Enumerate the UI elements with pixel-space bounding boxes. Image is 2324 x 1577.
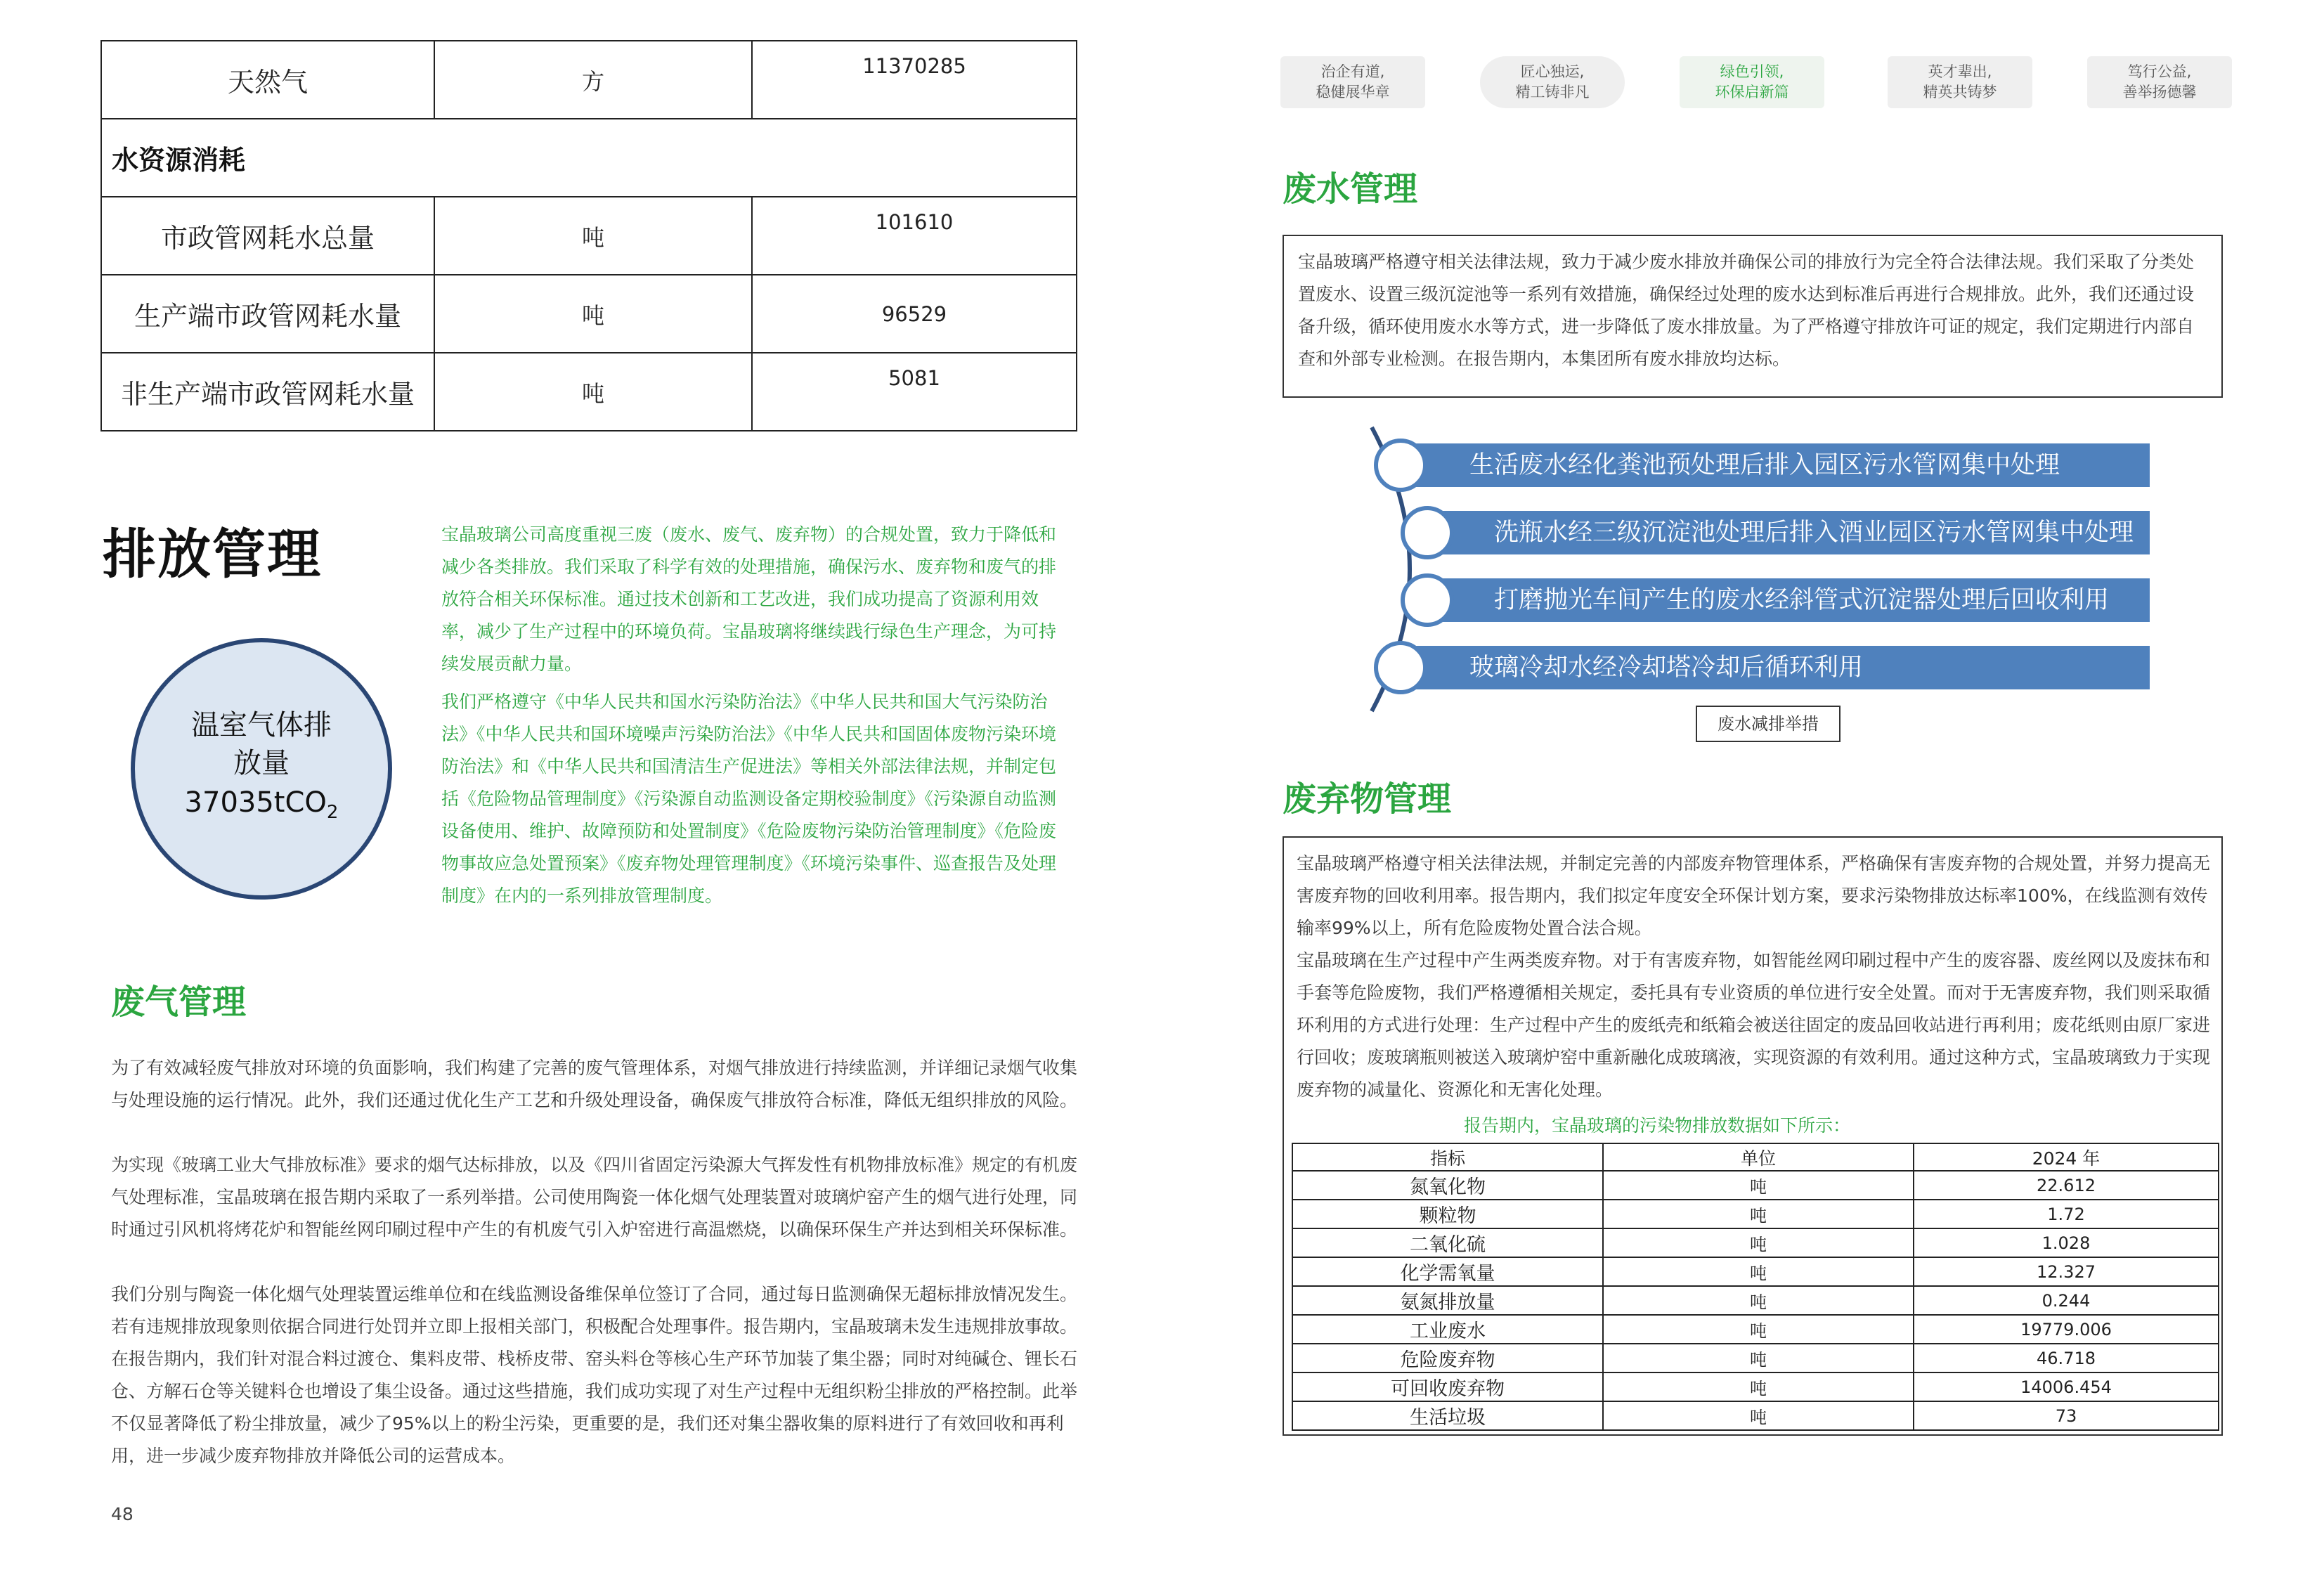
resource-name: 生产端市政管网耗水量 xyxy=(101,275,434,353)
page-number: 48 xyxy=(111,1504,134,1524)
measure-item: 打磨抛光车间产生的废水经斜管式沉淀器处理后回收利用 xyxy=(1427,578,2150,622)
table-row xyxy=(101,353,1077,431)
waste-gas-para-3: 我们分别与陶瓷一体化烟气处理装置运维单位和在线监测设备维保单位签订了合同，通过每日监测确保无超标排放情况发生。若有违规排放现象则依据合同进行处罚并立即上报相关部门，积极配合处理事件。报告期内，宝晶玻璃未发生违规排放事故。在报告期内，我们针对混合料过渡仓、集料皮带、栈桥皮带、窑头料仓等核心生产环节加装了集尘器；同时对纯碱仓、锂长石仓、方解石仓等关键料仓也增设了集尘设备。通过这些措施，我们成功实现了对生产过程中无组织粉尘排放的严格控制。此举不仅显著降低了粉尘排放量，减少了95%以上的粉尘污染，更重要的是，我们还对集尘器收集的原料进行了有效回收和再利用，进一步减少废弃物排放并降低公司的运营成本。 xyxy=(111,1284,1078,1466)
tab-talent[interactable]: 英才辈出, 精英共铸梦 xyxy=(1888,56,2032,108)
table-row: 可回收废弃物 吨 14006.454 xyxy=(1292,1372,2219,1401)
table-header: 指标 单位 2024 年 xyxy=(1292,1143,2219,1171)
pollutant-table-caption: 报告期内，宝晶玻璃的污染物排放数据如下所示： xyxy=(1464,1115,1851,1136)
measure-node xyxy=(1401,573,1454,627)
solid-waste-title: 废弃物管理 xyxy=(1283,779,1452,819)
waste-gas-para-2: 为实现《玻璃工业大气排放标准》要求的烟气达标排放，以及《四川省固定污染源大气挥发性有机物排放标准》规定的有机废气处理标准，宝晶玻璃在报告期内采取了一系列举措。公司使用陶瓷一体化烟气处理装置对玻璃炉窑产生的烟气进行处理，同时通过引风机将烤花炉和智能丝网印刷过程中产生的有机废气引入炉窑进行高温燃烧，以确保环保生产并达到相关环保标准。 xyxy=(111,1155,1078,1240)
table-section-row xyxy=(101,119,1077,197)
resource-consumption-table xyxy=(100,40,1077,431)
tab-charity[interactable]: 笃行公益, 善举扬德馨 xyxy=(2087,56,2232,108)
resource-value: 5081 xyxy=(752,353,1077,431)
wastewater-title: 废水管理 xyxy=(1283,169,1418,209)
resource-unit: 吨 xyxy=(434,197,752,275)
table-row xyxy=(101,197,1077,275)
measure-node xyxy=(1401,506,1454,559)
table-row xyxy=(101,41,1077,119)
resource-unit: 吨 xyxy=(434,353,752,431)
resource-name: 天然气 xyxy=(101,41,434,119)
ghg-value: 37035tCO$_2$ xyxy=(184,786,339,823)
measure-item: 洗瓶水经三级沉淀池处理后排入酒业园区污水管网集中处理 xyxy=(1427,511,2150,554)
wastewater-text: 宝晶玻璃严格遵守相关法律法规，致力于减少废水排放并确保公司的排放行为完全符合法律法规。我们采取了分类处置废水、设置三级沉淀池等一系列有效措施，确保经过处理的废水达到标准后再进行合规排放。此外，我们还通过设备升级，循环使用废水水等方式，进一步降低了废水排放量。为了严格遵守排放许可证的规定，我们定期进行内部自查和外部专业检测。在报告期内，本集团所有废水排放均达标。 xyxy=(1283,235,2223,398)
measure-node xyxy=(1374,641,1427,694)
table-row: 氮氧化物 吨 22.612 xyxy=(1292,1171,2219,1200)
wastewater-caption: 废水减排举措 xyxy=(1696,706,1841,742)
tab-green[interactable]: 绿色引领, 环保启新篇 xyxy=(1680,56,1824,108)
waste-gas-para-1: 为了有效减轻废气排放对环境的负面影响，我们构建了完善的废气管理体系，对烟气排放进行持续监测，并详细记录烟气收集与处理设施的运行情况。此外，我们还通过优化生产工艺和升级处理设备，确保废气排放符合标准，降低无组织排放的风险。 xyxy=(111,1058,1078,1110)
tab-craftsmanship[interactable]: 匠心独运, 精工铸非凡 xyxy=(1480,56,1625,108)
table-row: 氨氮排放量 吨 0.244 xyxy=(1292,1286,2219,1315)
solid-waste-para-1: 宝晶玻璃严格遵守相关法律法规，并制定完善的内部废弃物管理体系，严格确保有害废弃物的合规处置，并努力提高无害废弃物的回收利用率。报告期内，我们拟定年度安全环保计划方案，要求污染物排放达标率100%，在线监测有效传输率99%以上，所有危险废物处置合法合规。 xyxy=(1297,853,2211,938)
solid-waste-para-2: 宝晶玻璃在生产过程中产生两类废弃物。对于有害废弃物，如智能丝网印刷过程中产生的废容器、废丝网以及废抹布和手套等危险废物，我们严格遵循相关规定，委托具有专业资质的单位进行安全处置。而对于无害废弃物，我们则采取循环利用的方式进行处理：生产过程中产生的废纸壳和纸箱会被送往固定的废品回收站进行再利用；废花纸则由原厂家进行回收；废玻璃瓶则被送入玻璃炉窑中重新融化成玻璃液，实现资源的有效利用。通过这种方式，宝晶玻璃致力于实现废弃物的减量化、资源化和无害化处理。 xyxy=(1297,950,2211,1100)
section-label: 水资源消耗 xyxy=(101,119,1077,197)
resource-name: 市政管网耗水总量 xyxy=(101,197,434,275)
tab-governance[interactable]: 治企有道, 稳健展华章 xyxy=(1280,56,1425,108)
measure-item: 玻璃冷却水经冷却塔冷却后循环利用 xyxy=(1402,646,2150,689)
measure-node xyxy=(1374,439,1427,492)
measure-item: 生活废水经化粪池预处理后排入园区污水管网集中处理 xyxy=(1402,443,2150,487)
resource-value: 101610 xyxy=(752,197,1077,275)
table-row xyxy=(101,275,1077,353)
ghg-circle xyxy=(131,638,392,900)
pollutant-table xyxy=(1292,1143,2219,1431)
resource-name: 非生产端市政管网耗水量 xyxy=(101,353,434,431)
table-row: 化学需氧量 吨 12.327 xyxy=(1292,1257,2219,1286)
table-row: 生活垃圾 吨 73 xyxy=(1292,1401,2219,1430)
emission-intro: 宝晶玻璃公司高度重视三废（废水、废气、废弃物）的合规处置，致力于降低和减少各类排放。我们采取了科学有效的处理措施，确保污水、废弃物和废气的排放符合相关环保标准。通过技术创新和工艺改进，我们成功提高了资源利用效率，减少了生产过程中的环境负荷。宝晶玻璃将继续践行绿色生产理念，为可持续发展贡献力量。 xyxy=(441,524,1057,674)
table-row: 颗粒物 吨 1.72 xyxy=(1292,1200,2219,1228)
table-row: 工业废水 吨 19779.006 xyxy=(1292,1315,2219,1344)
resource-value: 96529 xyxy=(752,275,1077,353)
waste-gas-title: 废气管理 xyxy=(111,982,247,1022)
table-row: 危险废弃物 吨 46.718 xyxy=(1292,1344,2219,1372)
table-row: 二氧化硫 吨 1.028 xyxy=(1292,1228,2219,1257)
resource-unit: 吨 xyxy=(434,275,752,353)
resource-unit: 方 xyxy=(434,41,752,119)
emission-regulations: 我们严格遵守《中华人民共和国水污染防治法》《中华人民共和国大气污染防治法》《中华人民共和国环境噪声污染防治法》《中华人民共和国固体废物污染环境防治法》和《中华人民共和国清洁生产促进法》等相关外部法律法规，并制定包括《危险物品管理制度》《污染源自动监测设备定期校验制度》《污染源自动监测设备使用、维护、故障预防和处置制度》《危险废物污染防治管理制度》《危险废物事故应急处置预案》《废弃物处理管理制度》《环境污染事件、巡查报告及处理制度》在内的一系列排放管理制度。 xyxy=(441,692,1057,906)
ghg-label: 温室气体排放量 xyxy=(191,709,332,779)
resource-value: 11370285 xyxy=(752,41,1077,119)
emission-title: 排放管理 xyxy=(103,523,322,585)
